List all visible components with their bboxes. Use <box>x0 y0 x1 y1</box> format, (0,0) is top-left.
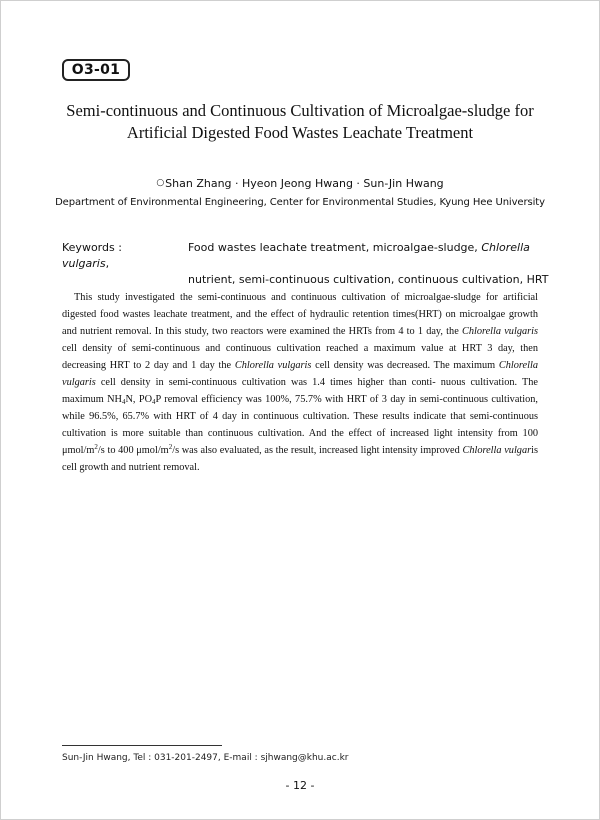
abstract-text: cell density was decreased. The maximum <box>311 360 499 371</box>
author-list <box>0 177 600 190</box>
superscript: 2 <box>168 443 173 451</box>
keywords-line-2: nutrient, semi-continuous cultivation, continuous cultivation, HRT <box>188 273 549 286</box>
subscript: 4 <box>122 398 126 406</box>
footnote-contact: Sun-Jin Hwang, Tel : 031-201-2497, E-mail : sjhwang@khu.ac.kr <box>62 753 349 763</box>
title-line-2: Artificial Digested Food Wastes Leachate Treatment <box>126 123 474 142</box>
abstract-text: is <box>531 445 538 456</box>
keywords-line-1 <box>62 240 552 272</box>
abstract-text: cell density in semi-continuous cultivation was 1.4 times higher than conti- nuous cultivation. The maximum NH <box>62 377 538 405</box>
keywords-species: Chlorella vulgaris <box>62 241 530 270</box>
species-name: Chlorella vulgaris <box>62 360 538 388</box>
abstract-body <box>62 289 538 476</box>
subscript: 4 <box>152 398 156 406</box>
abstract-text: This study investigated the semi-continuous and continuous cultivation of microalgae-sludge for artificial digested food wastes leachate treatment, and the effect of hydraulic retention times(HRT) on microalgae growth and nutrient removal. In this study, two reactors were examined the HRTs from 4 to 1 day, the <box>62 292 538 337</box>
abstract-text: /s to 400 μmol/m <box>97 445 169 456</box>
footnote-rule <box>62 745 222 746</box>
keywords-comma: , <box>105 257 110 270</box>
paper-title <box>50 100 550 144</box>
species-name: Chlorella vulgaris <box>234 360 312 371</box>
author-names: Shan Zhang · Hyeon Jeong Hwang · Sun-Jin Hwang <box>165 177 444 190</box>
abstract-text: cell density of semi-continuous and continuous cultivation reached a maximum value at HRT 3 day, then decreasing HRT to 2 day and 1 day the <box>62 343 538 371</box>
keywords-block <box>62 240 552 288</box>
affiliation: Department of Environmental Engineering, Center for Environmental Studies, Kyung Hee University <box>55 197 545 208</box>
presenter-mark: ○ <box>156 178 165 188</box>
keywords-text-1: Food wastes leachate treatment, microalgae-sludge, <box>188 241 482 254</box>
abstract-text: /s was also evaluated, as the result, increased light intensity improved <box>172 445 463 456</box>
keywords-label: Keywords : <box>62 241 122 254</box>
superscript: 2 <box>94 443 98 451</box>
session-code-badge: O3-01 <box>62 59 130 81</box>
page-number: - 12 - <box>285 779 315 792</box>
species-name: Chlorella vulgaris <box>461 326 538 337</box>
species-name: Chlorella vulgar <box>462 445 532 456</box>
title-line-1: Semi-continuous and Continuous Cultivation of Microalgae-sludge for <box>66 101 534 120</box>
abstract-text: N, PO <box>125 394 153 405</box>
abstract-text: cell growth and nutrient removal. <box>62 462 200 473</box>
abstract-text: P removal efficiency was 100%, 75.7% with HRT of 3 day in semi-continuous cultivation, while 96.5%, 65.7% with HRT of 4 day in continuous cultivation. These results indicate that semi-continuous cultivation is more suitable than continuous cultivation. And the effect of increased light intensity from 100 μmol/m <box>62 394 538 456</box>
